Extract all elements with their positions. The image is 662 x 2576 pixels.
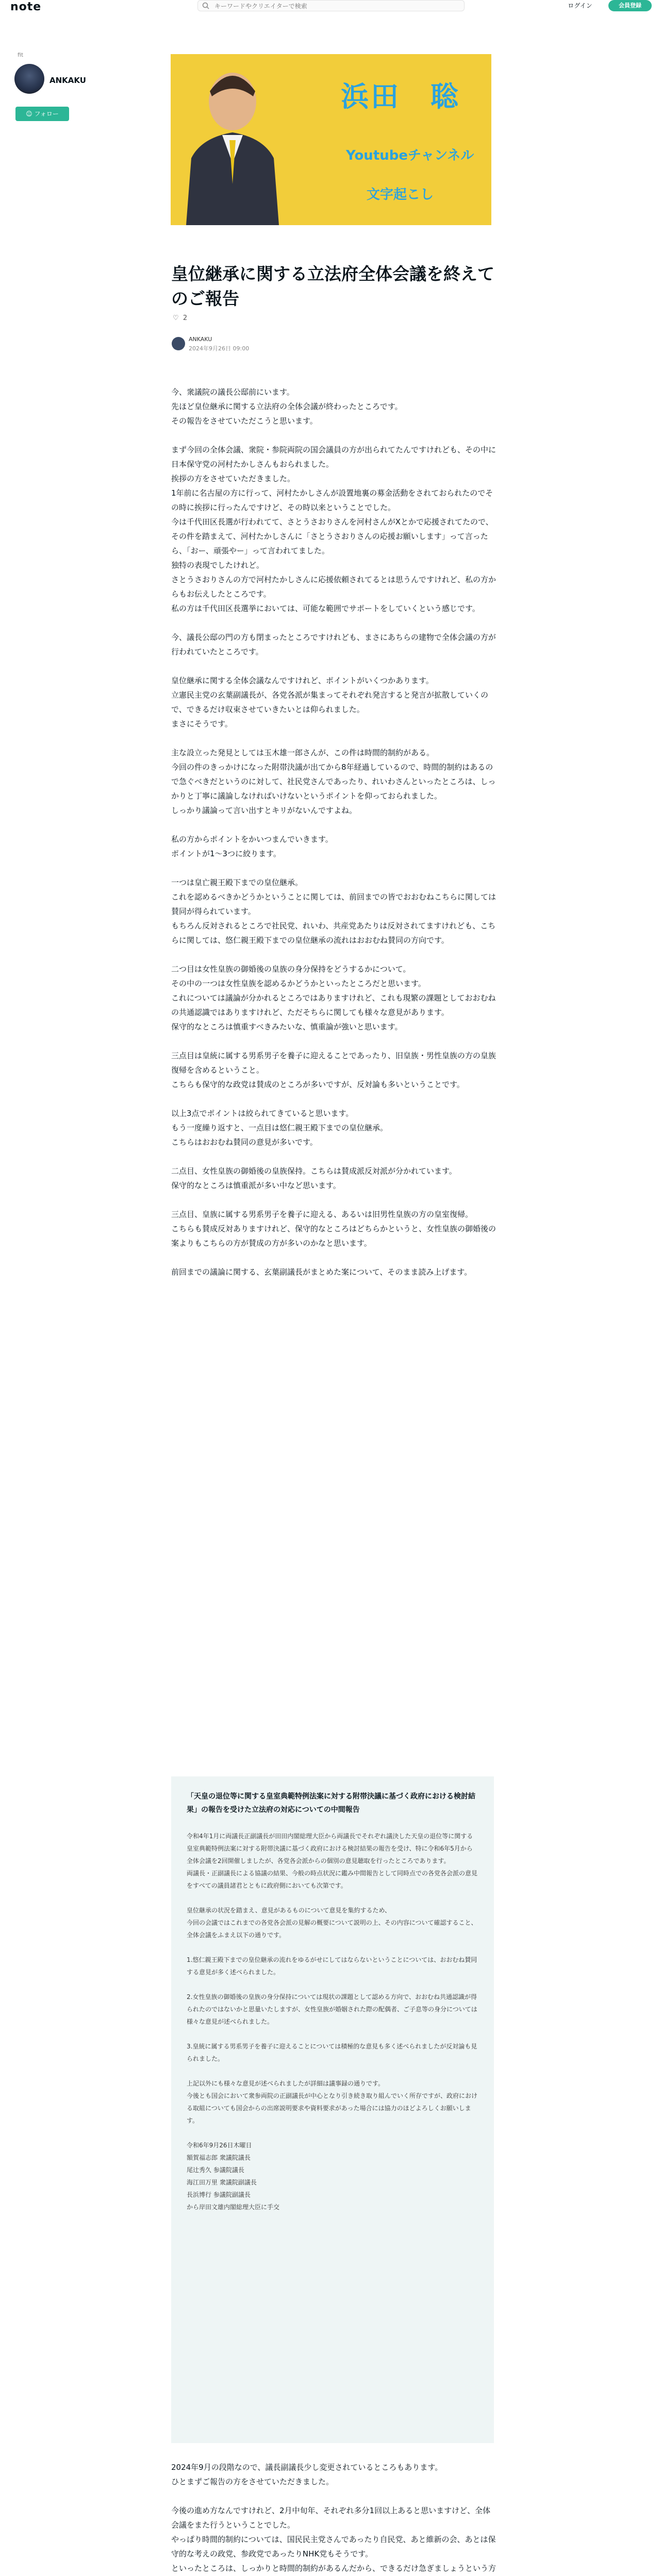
search-input[interactable] <box>213 2 458 11</box>
paragraph: 皇位継承に関する全体会議なんですけれど、ポイントがいくつかあります。 立憲民主党の玄葉副議長が、各党各派が集まってそれぞれ発言すると発言が拡散していくので、できるだけ収束させていきたいとは仰られました。 まさにそうです。 <box>171 676 489 728</box>
top-bar <box>0 0 662 15</box>
quote-paragraph: 皇位継承の状況を踏まえ、意見があるものについて意見を集約するため、 今回の会議ではこれまでの各党各会派の見解の概要について説明の上、その内容について確認すること、 全体会議をふまえ以下の通りです。 <box>187 1907 477 1939</box>
paragraph: 二つ目は女性皇族の御婚後の皇族の身分保持をどうするかについて。 その中の一つは女性皇族を認めるかどうかといったところだと思います。 これについては議論が分かれるところではありますけれど、これも現繁の課題としておおむねの共通認識ではありますけれど、ただそちらに関しても様々な意見があります。 保守的なところは慎重すべきみたいな、慎重論が強いと思います。 <box>171 964 496 1031</box>
article-body-continued <box>171 2460 496 2576</box>
meta-author-name[interactable]: ANKAKU <box>189 336 212 343</box>
paragraph: 一つは皇亡親王殿下までの皇位継承。 これを認めるべきかどうかということに関しては、前回までの皆でおおむねこちらに関しては賛同が得られています。 もちろん反対されるところで社民党、れいわ、共産党あたりは反対されてますけれども、こちらに関しては、悠仁親王殿下までの皇位継承の流れはおおむね賛同の方向です。 <box>171 878 496 945</box>
banner-title: 浜田 聡 <box>341 80 460 113</box>
quote-paragraph: 令和6年9月26日木曜日 額賀福志郎 衆議院議長 尾辻秀久 参議院議長 海江田万里 衆議院副議長 長浜博行 参議院副議長 から岸田文雄内閣総理大臣に手交 <box>187 2142 280 2211</box>
banner-subtitle-youtube: Youtubeチャンネル <box>346 148 474 163</box>
user-plus-icon: ☺ <box>26 110 35 117</box>
paragraph: 三点目は皇統に属する男系男子を養子に迎えることであったり、旧皇族・男性皇族の方の皇族復帰を含めるということ。 こちらも保守的な政党は賛成のところが多いですが、反対論も多いということです。 <box>171 1051 496 1089</box>
quote-title: 「天皇の退位等に関する皇室典範特例法案に対する附帯決議に基づく政府における検討結果」の報告を受けた立法府の対応についての中間報告 <box>187 1792 475 1814</box>
follow-button[interactable] <box>15 107 69 121</box>
publish-date: 2024年9月26日 09:00 <box>189 345 250 352</box>
quote-paragraph: 3.皇統に属する男系男子を養子に迎えることについては積極的な意見も多く述べられましたが反対論も見られました。 <box>187 2043 477 2062</box>
paragraph: 二点目、女性皇族の御婚後の皇族保持。こちらは賛成派反対派が分かれています。 保守的なところは慎重派が多い中など思います。 <box>171 1166 457 1190</box>
top-like-counter[interactable] <box>173 314 187 322</box>
author-avatar[interactable] <box>14 64 44 94</box>
login-button[interactable]: ログイン <box>568 2 592 9</box>
banner-subtitle-transcript: 文字起こし <box>367 187 434 202</box>
quote-paragraph: 令和4年1月に両議長正副議長が田田内閣総理大臣から両議長でそれぞれ議決した天皇の退位等に関する皇室典範特例法案に対する附帯決議に基づく政府における検討結果の報告を受け、特に令和6年5月から全体会議を2回開催しましたが、各党各会派からの個別の意見聴取を行ったところであります。 両議長・正副議長による協議の結果、今般の時点状況に鑑み中間報告として同時点での各党各会派の意見をすべての議員諸君とともに政府側においても次第です。 <box>187 1833 478 1889</box>
paragraph: 2024年9月の段階なので、議長副議長少し変更されているところもあります。 ひとまずご報告の方をさせていただきました。 <box>171 2463 443 2486</box>
paragraph: 三点目、皇族に属する男系男子を養子に迎える、あるいは旧男性皇族の方の皇室復帰。 こちらも賛成反対ありますけれど、保守的なところはどちらかというと、女性皇族の御婚後の案よりもこちらの方が賛成の方が多いのかなと思います。 <box>171 1210 496 1248</box>
speaker-portrait <box>181 65 284 225</box>
quote-paragraph: 2.女性皇族の御婚後の皇族の身分保持については現状の課題として認める方向で、おおむね共通認識が得られたのではないかと思量いたしますが、女性皇族が婚姻された際の配偶者、ご子息等の身分については様々な意見が述べられました。 <box>187 1993 477 2025</box>
article-title: 皇位継承に関する立法府全体会議を終えてのご報告 <box>171 264 494 309</box>
quote-paragraph: 1.悠仁親王殿下までの皇位継承の流れをゆるがせにしてはならないということについては、おおむね賛同する意見が多く述べられました。 <box>187 1956 477 1976</box>
follow-label: フォロー <box>34 110 59 117</box>
note-logo[interactable]: note <box>10 1 42 13</box>
header-banner-image <box>171 54 491 225</box>
paragraph: 今、議長公邸の門の方も閉まったところですけれども、まさにあちらの建物で全体会議の方が行われていたところです。 <box>171 633 496 656</box>
paragraph: 主な設立った発見としては玉木雄一郎さんが、この件は時間的制約がある。 今回の件のきっかけになった附帯決議が出てから8年経過しているので、時間的制約はあるので急ぐべきだというのに対して、社民党さんであったり、れいわさんといったところは、しっかりと丁寧に議論しなければいけないというポイントを仰っておられました。 しっかり議論って言い出すとキリがないんですよね。 <box>171 748 496 815</box>
paragraph: まず今回の全体会議、衆院・参院両院の国会議員の方が出られてたんですけれども、その中に日本保守党の河村たかしさんもおられました。 挨拶の方をさせていただきました。 1年前に名古屋の方に行って、河村たかしさんが設置地裏の募金活動をされておられたのでその時に挨拶に行ったんですけど、その時以来ということでした。 今は千代田区長選が行われてて、さとうさおりさんを河村さんがXとかで応援されてたので、その件を踏まえて、河村たかしさんに「さとうさおりさんの応援お願いします」って言ったら、「おー、頑張やー」って言われてました。 独特の表現でしたけれど。 さとうさおりさんの方で河村たかしさんに応援依頼されてるとは思うんですけれど、私の方からもお伝えしたところです。 私の方は千代田区長選挙においては、可能な範囲でサポートをしていくという感じです。 <box>171 445 496 613</box>
paragraph: 私の方からポイントをかいつまんでいきます。 ポイントが1〜3つに絞ります。 <box>171 835 333 858</box>
author-name[interactable]: ANKAKU <box>49 76 86 85</box>
meta-avatar[interactable] <box>172 337 185 350</box>
top-like-count: 2 <box>183 314 188 322</box>
quote-paragraph: 上記以外にも様々な意見が述べられましたが詳細は議事録の通りです。 今後とも国会において衆参両院の正副議長が中心となり引き続き取り組んでいく所存ですが、政府における取組についても国会からの出席説明要求や資料要求があった場合には協力のほどよろしくお願いします。 <box>187 2080 478 2124</box>
creator-tag: fit <box>18 52 24 58</box>
heart-icon: ♡ <box>173 314 179 322</box>
search-box[interactable] <box>197 0 465 11</box>
article-body <box>171 385 496 1294</box>
paragraph: 今後の進め方なんですけれど、2月中旬年、それぞれ多分1回以上あると思いますけど、全体会議をまた行うということでした。 やっぱり時間的制約については、国民民主党さんであったり自民党、あと維新の会、あとは保守的な考えの政党、参政党であったりNHK党もそうです。 といったところは、しっかりと時間的制約があるんだから、できるだけ急ぎましょうという方 <box>171 2506 496 2573</box>
paragraph: 以上3点でポイントは絞られてきていると思います。 もう一度繰り返すと、一点目は悠仁親王殿下までの皇位継承。 こちらはおおむね賛同の意見が多いです。 <box>171 1109 388 1147</box>
blockquote <box>171 1776 494 2443</box>
paragraph: 今、衆議院の議長公邸前にいます。 先ほど皇位継承に関する立法府の全体会議が終わったところです。 その報告をさせていただこうと思います。 <box>171 387 403 426</box>
search-icon <box>202 2 209 9</box>
paragraph: 前回までの議論に関する、玄葉副議長がまとめた案について、そのまま読み上げます。 <box>171 1267 472 1277</box>
register-button[interactable]: 会員登録 <box>608 0 652 11</box>
